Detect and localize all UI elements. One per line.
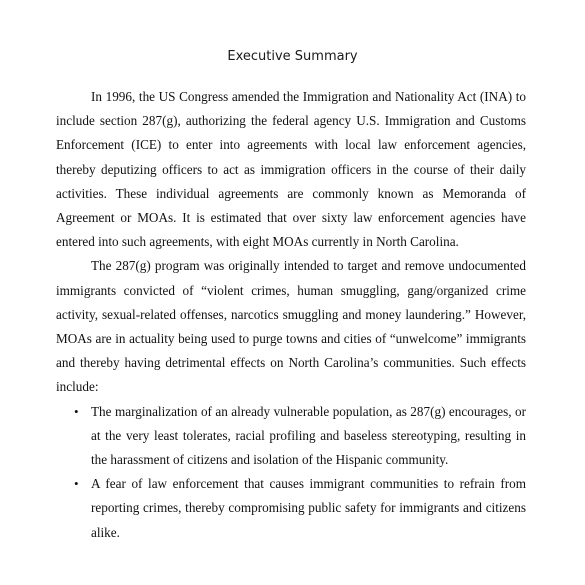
effects-list <box>56 400 526 545</box>
paragraph-2: The 287(g) program was originally intended to target and remove undocumented immigrants convicted of “violent crimes, human smuggling, gang/organized crime activity, sexual-related offenses, narcotics smuggling and money laundering.” However, MOAs are in actuality being used to purge towns and cities of “unwelcome” immigrants and thereby having detrimental effects on North Carolina’s communities. Such effects include: <box>56 258 526 395</box>
document-body <box>56 85 526 545</box>
page-title: Executive Summary <box>227 49 358 64</box>
list-item <box>56 400 526 473</box>
bullet-icon: • <box>74 403 79 419</box>
paragraph-1: In 1996, the US Congress amended the Immigration and Nationality Act (INA) to include section 287(g), authorizing the federal agency U.S. Immigration and Customs Enforcement (ICE) to enter into agreements with local law enforcement agencies, thereby deputizing officers to act as immigration officers in the course of their daily activities. These individual agreements are commonly known as Memoranda of Agreement or MOAs. It is estimated that over sixty law enforcement agencies have entered into such agreements, with eight MOAs currently in North Carolina. <box>56 89 526 250</box>
list-item <box>56 472 526 545</box>
list-item-text: The marginalization of an already vulnerable population, as 287(g) encourages, or at the very least tolerates, racial profiling and baseless stereotyping, resulting in the harassment of citizens and isolation of the Hispanic community. <box>91 403 526 468</box>
bullet-icon: • <box>74 476 79 492</box>
list-item-text: A fear of law enforcement that causes immigrant communities to refrain from reporting crimes, thereby compromising public safety for immigrants and citizens alike. <box>91 476 526 540</box>
